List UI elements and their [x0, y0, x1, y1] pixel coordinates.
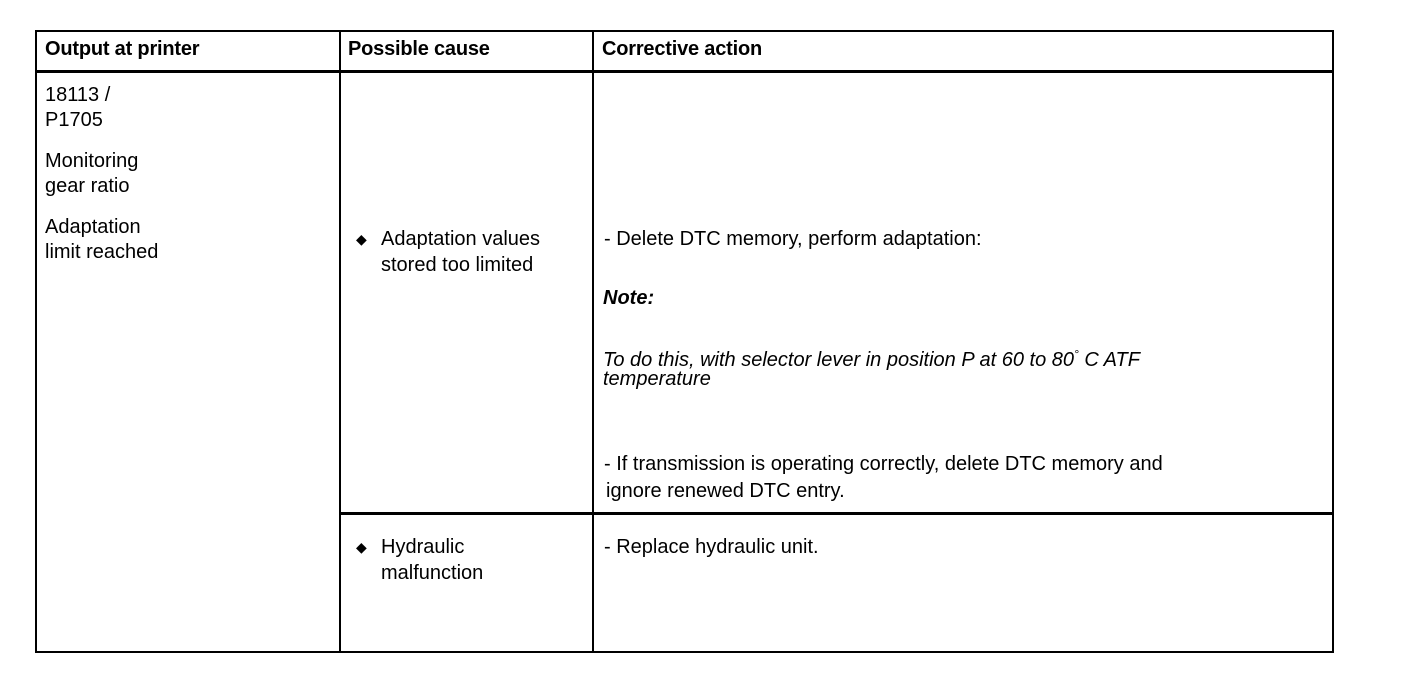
header-action: Corrective action [602, 38, 762, 60]
column-divider-2 [592, 30, 594, 653]
row1-note-line2: temperature [603, 368, 711, 390]
row1-cause-line2: stored too limited [381, 254, 534, 276]
output-code-line2: P1705 [45, 109, 103, 131]
output-desc2-line1: Adaptation [45, 216, 141, 238]
row-divider [339, 512, 1334, 515]
header-cause: Possible cause [348, 38, 490, 60]
row1-action2-line1: - If transmission is operating correctly, delete DTC memory and [604, 453, 1163, 475]
header-output: Output at printer [45, 38, 200, 60]
output-desc2-line2: limit reached [45, 241, 159, 263]
row1-note-text-a: To do this, with selector lever in position P at 60 to 80 [603, 349, 1075, 371]
row1-note-label: Note: [603, 287, 655, 309]
row2-cause-line1: Hydraulic [381, 536, 465, 558]
header-divider [35, 70, 1334, 73]
output-code-line1: 18113 / [45, 84, 111, 106]
output-desc1-line1: Monitoring [45, 150, 139, 172]
row1-action-line1: - Delete DTC memory, perform adaptation: [604, 228, 982, 250]
row2-action-line1: - Replace hydraulic unit. [604, 536, 819, 558]
bullet-icon: ◆ [356, 231, 367, 247]
row1-action2-line2: ignore renewed DTC entry. [606, 480, 845, 502]
degree-symbol: ° [1074, 347, 1079, 361]
column-divider-1 [339, 30, 341, 653]
row1-cause-line1: Adaptation values [381, 228, 541, 250]
bullet-icon: ◆ [356, 539, 367, 555]
output-desc1-line2: gear ratio [45, 175, 130, 197]
row1-note-text-b: C ATF [1078, 349, 1140, 371]
row2-cause-line2: malfunction [381, 562, 484, 584]
